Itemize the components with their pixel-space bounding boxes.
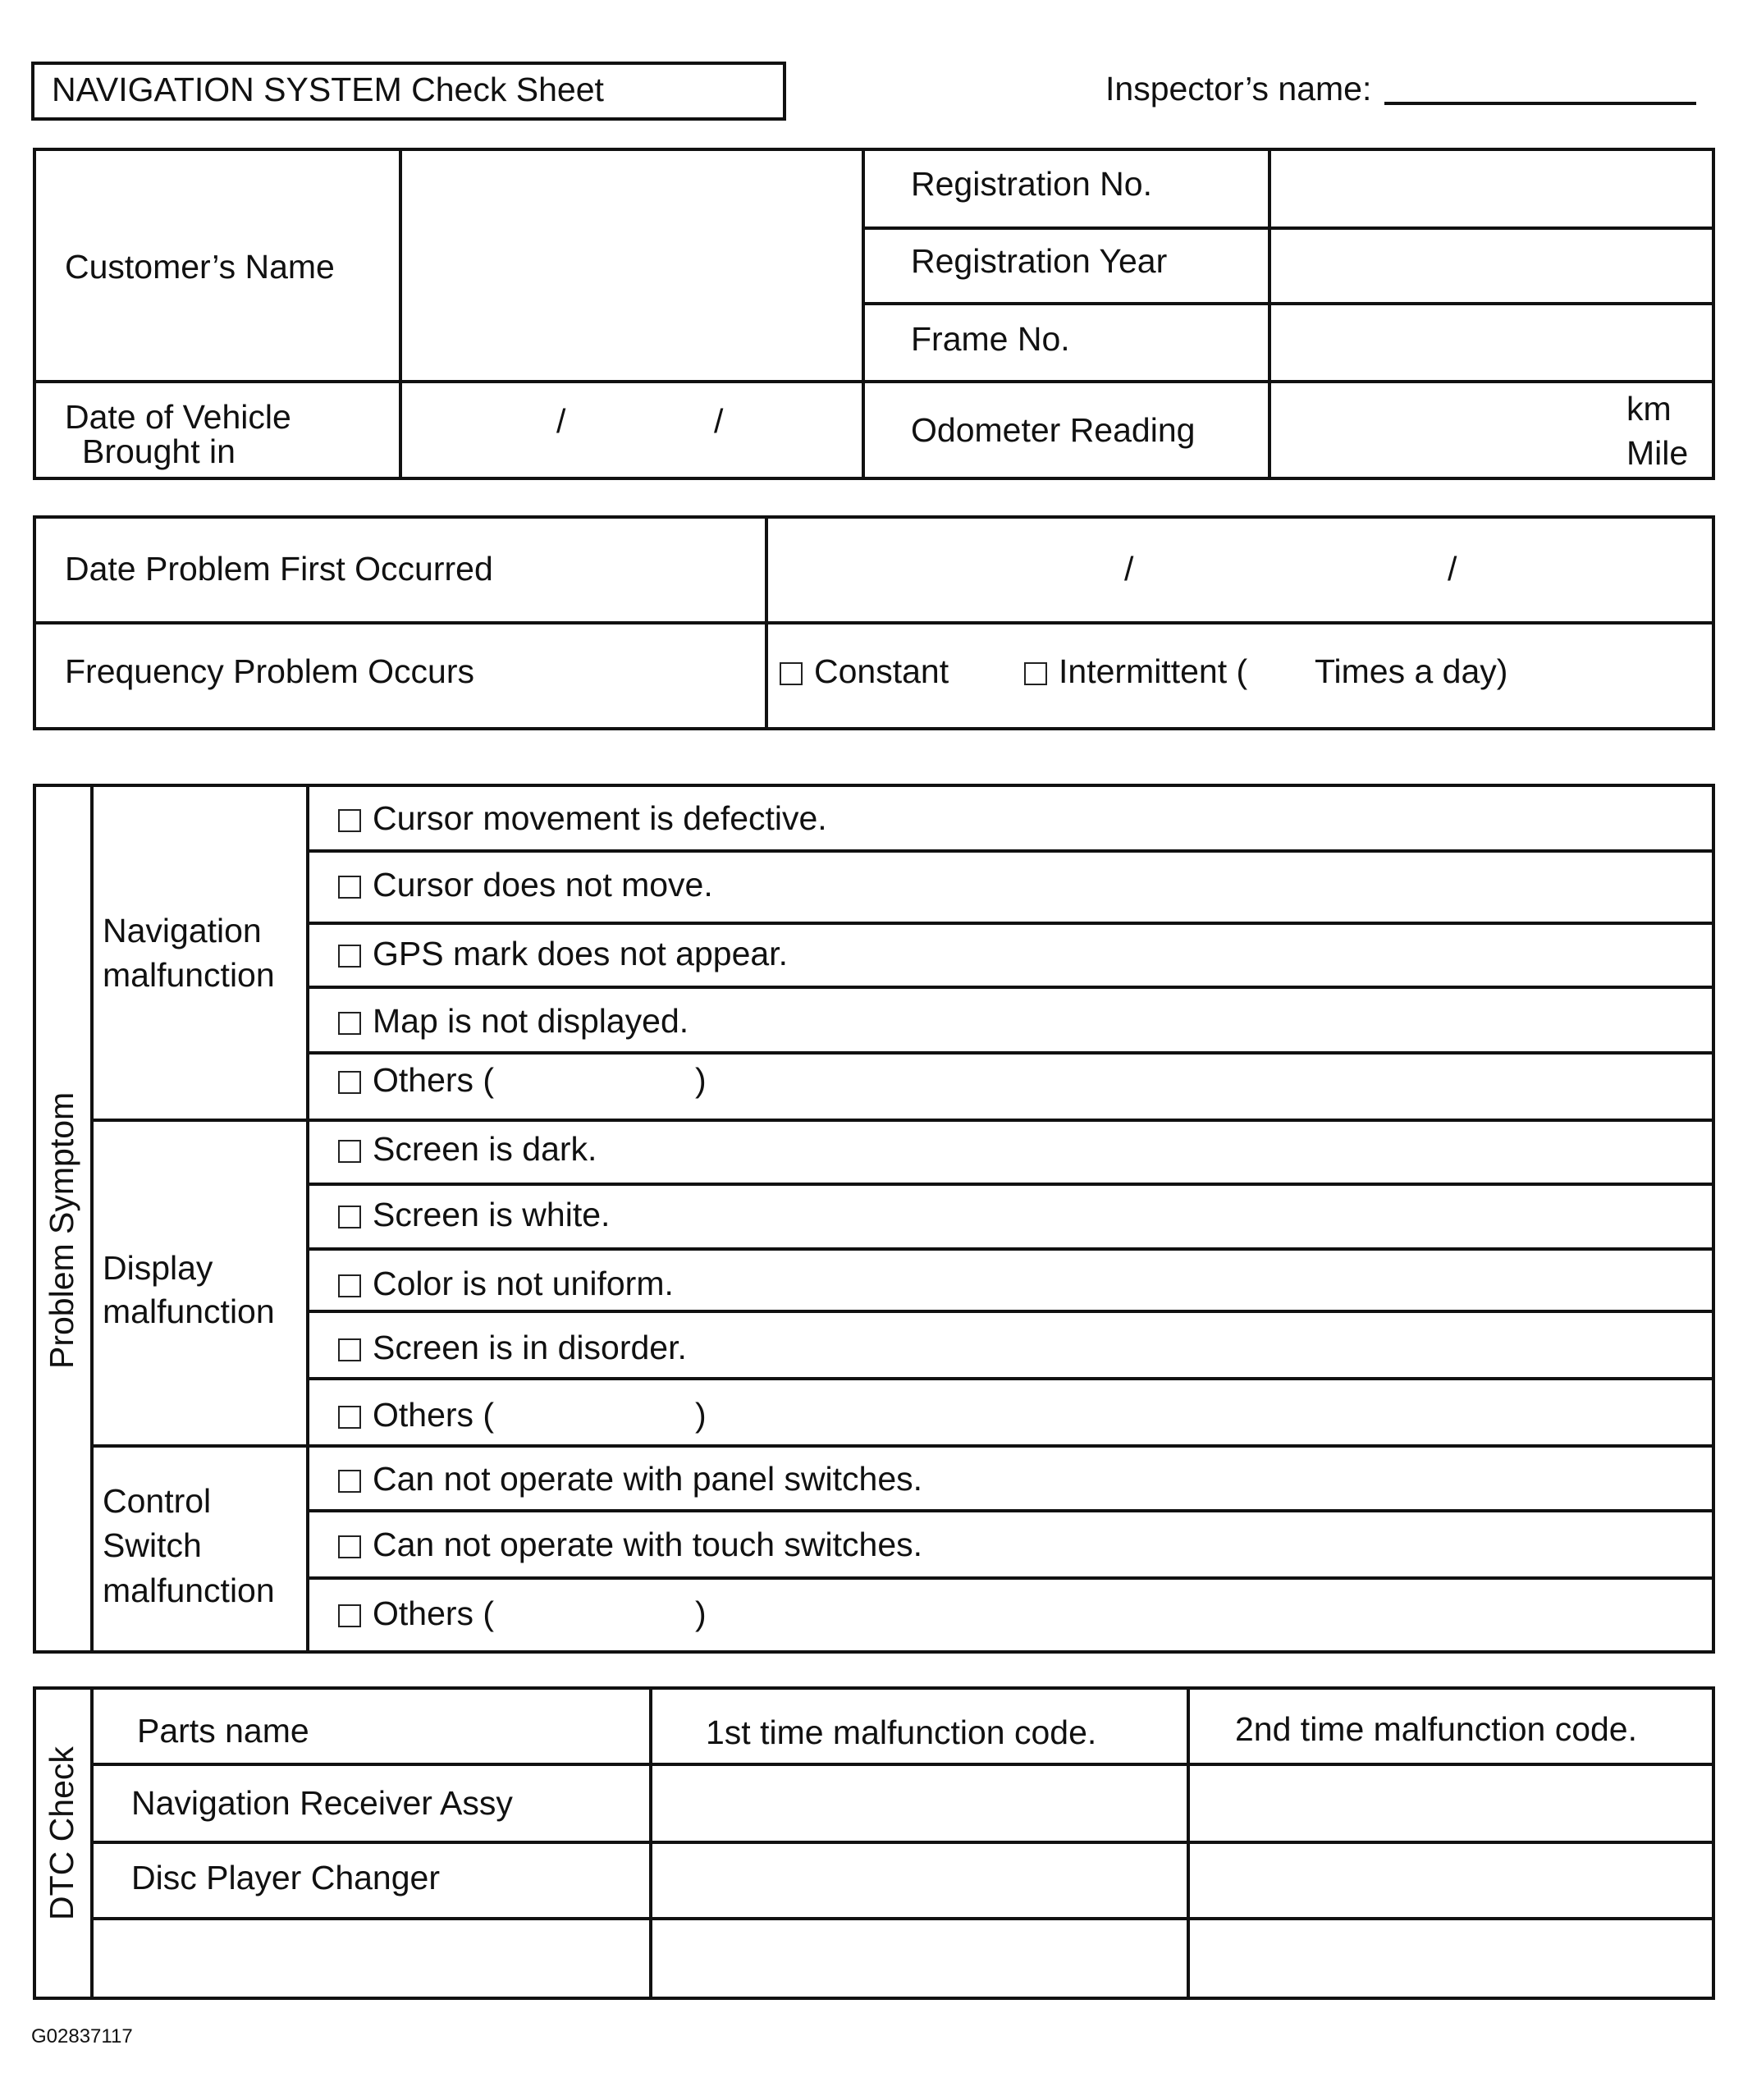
close-paren: ) bbox=[695, 1396, 707, 1434]
checkbox[interactable] bbox=[338, 1604, 361, 1627]
sheet-title: NAVIGATION SYSTEM Check Sheet bbox=[52, 71, 604, 108]
symptom-item[interactable]: Can not operate with touch switches. bbox=[338, 1528, 922, 1562]
group-label-control-switch: malfunction bbox=[103, 1572, 275, 1609]
checkbox[interactable] bbox=[338, 1071, 361, 1094]
times-a-day-label: Times a day) bbox=[1315, 652, 1508, 690]
registration-year-label: Registration Year bbox=[911, 242, 1168, 280]
registration-no-field[interactable] bbox=[1271, 151, 1712, 226]
group-label-control-switch: Switch bbox=[103, 1526, 202, 1564]
odometer-label: Odometer Reading bbox=[911, 411, 1196, 449]
frequency-label: Frequency Problem Occurs bbox=[65, 652, 475, 690]
frame-no-label: Frame No. bbox=[911, 320, 1070, 358]
checkbox[interactable] bbox=[338, 1535, 361, 1558]
dtc-first-code-field[interactable] bbox=[652, 1844, 1187, 1917]
symptom-item-others[interactable]: Others ( bbox=[338, 1398, 494, 1432]
dtc-first-code-field[interactable] bbox=[652, 1766, 1187, 1841]
group-label-navigation: malfunction bbox=[103, 956, 275, 994]
dtc-second-code-field[interactable] bbox=[1190, 1844, 1712, 1917]
dtc-header-parts: Parts name bbox=[137, 1712, 309, 1750]
registration-no-label: Registration No. bbox=[911, 165, 1152, 203]
dtc-first-code-field[interactable] bbox=[652, 1920, 1187, 1997]
inspector-label: Inspector’s name: bbox=[1105, 70, 1372, 108]
symptom-table bbox=[33, 784, 1715, 1654]
group-label-display: Display bbox=[103, 1249, 213, 1287]
date-first-occurred-field[interactable] bbox=[768, 519, 1712, 621]
checkbox[interactable] bbox=[338, 1206, 361, 1228]
dtc-part-name: Navigation Receiver Assy bbox=[131, 1784, 513, 1822]
symptom-item[interactable]: Can not operate with panel switches. bbox=[338, 1462, 922, 1496]
checkbox[interactable] bbox=[338, 876, 361, 899]
symptom-item[interactable]: Cursor does not move. bbox=[338, 868, 713, 902]
symptom-item[interactable]: Color is not uniform. bbox=[338, 1267, 674, 1301]
checkbox[interactable] bbox=[338, 1012, 361, 1035]
unit-mile: Mile bbox=[1626, 434, 1689, 472]
checkbox[interactable] bbox=[780, 662, 803, 685]
close-paren: ) bbox=[695, 1594, 707, 1632]
symptom-item-others[interactable]: Others ( bbox=[338, 1064, 494, 1097]
group-label-navigation: Navigation bbox=[103, 912, 262, 949]
date-brought-label-line1: Date of Vehicle bbox=[65, 398, 291, 436]
dtc-header-second-code: 2nd time malfunction code. bbox=[1235, 1710, 1637, 1748]
date-slash: / bbox=[1448, 550, 1457, 588]
group-label-control-switch: Control bbox=[103, 1482, 212, 1520]
symptom-item[interactable]: Screen is white. bbox=[338, 1198, 610, 1232]
date-brought-label-line2: Brought in bbox=[82, 432, 236, 470]
symptom-item[interactable]: GPS mark does not appear. bbox=[338, 937, 788, 971]
symptom-item-others[interactable]: Others ( bbox=[338, 1597, 494, 1631]
date-slash: / bbox=[714, 402, 724, 440]
inspector-name-field[interactable] bbox=[1384, 102, 1696, 105]
date-slash: / bbox=[556, 402, 566, 440]
close-paren: ) bbox=[695, 1061, 707, 1099]
checkbox[interactable] bbox=[338, 1140, 361, 1163]
frame-no-field[interactable] bbox=[1271, 305, 1712, 380]
dtc-second-code-field[interactable] bbox=[1190, 1766, 1712, 1841]
checkbox[interactable] bbox=[338, 1338, 361, 1361]
checkbox[interactable] bbox=[1024, 662, 1047, 685]
checkbox[interactable] bbox=[338, 1274, 361, 1297]
date-brought-field[interactable] bbox=[402, 383, 862, 477]
constant-option[interactable]: Constant bbox=[780, 655, 949, 689]
dtc-part-name: Disc Player Changer bbox=[131, 1859, 440, 1896]
registration-year-field[interactable] bbox=[1271, 230, 1712, 302]
customer-name-label: Customer’s Name bbox=[65, 248, 335, 286]
symptom-item[interactable]: Screen is in disorder. bbox=[338, 1331, 687, 1365]
figure-id: G02837117 bbox=[31, 2025, 133, 2047]
symptom-item[interactable]: Cursor movement is defective. bbox=[338, 802, 827, 835]
symptom-item[interactable]: Map is not displayed. bbox=[338, 1004, 689, 1038]
checkbox[interactable] bbox=[338, 1406, 361, 1429]
checkbox[interactable] bbox=[338, 809, 361, 832]
date-first-occurred-label: Date Problem First Occurred bbox=[65, 550, 493, 588]
dtc-second-code-field[interactable] bbox=[1190, 1920, 1712, 1997]
dtc-header-first-code: 1st time malfunction code. bbox=[706, 1713, 1097, 1751]
symptom-item[interactable]: Screen is dark. bbox=[338, 1132, 597, 1166]
unit-km: km bbox=[1626, 390, 1672, 428]
checkbox[interactable] bbox=[338, 1470, 361, 1493]
dtc-check-label: DTC Check bbox=[43, 1746, 80, 1920]
checkbox[interactable] bbox=[338, 945, 361, 968]
problem-symptom-label: Problem Symptom bbox=[43, 1091, 80, 1369]
dtc-part-name-field[interactable] bbox=[94, 1920, 649, 1997]
customer-name-field[interactable] bbox=[402, 151, 862, 380]
intermittent-option[interactable]: Intermittent ( bbox=[1024, 655, 1247, 689]
group-label-display: malfunction bbox=[103, 1292, 275, 1330]
date-slash: / bbox=[1124, 550, 1134, 588]
